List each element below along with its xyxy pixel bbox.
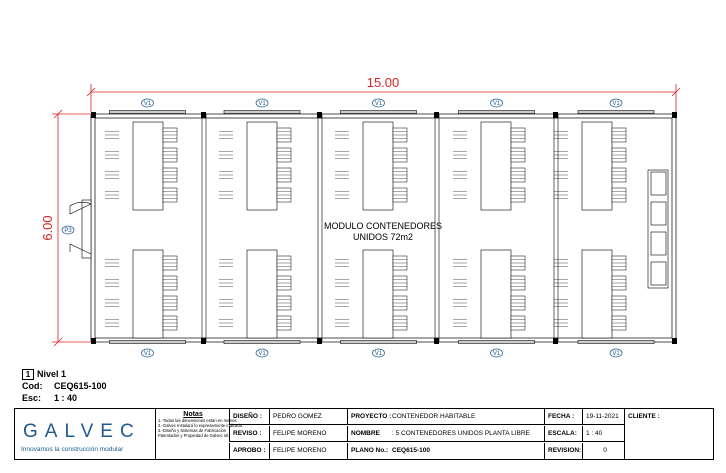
nombre-label: NOMBRE xyxy=(347,426,389,442)
aprobo-label: APROBO : xyxy=(229,443,269,459)
revision-value: 0 xyxy=(582,443,624,459)
revision-label: REVISION: xyxy=(544,443,582,459)
window-tag-label: V1 xyxy=(143,351,152,357)
view-code: CEQ615-100 xyxy=(54,381,107,391)
window-tag-label: V1 xyxy=(374,351,383,357)
column xyxy=(672,338,677,344)
plano-label: PLANO No.: xyxy=(347,443,389,459)
cliente-label: CLIENTE : xyxy=(624,409,713,459)
note-item: 2.-Galvec Instalará lo expresamente indicado. xyxy=(158,423,244,428)
fecha-label: FECHA : xyxy=(544,409,582,425)
view-number: 1 xyxy=(22,369,34,380)
plano-value: CEQ615-100 xyxy=(392,447,430,454)
proyecto-label: PROYECTO : xyxy=(347,409,389,425)
window-tag-label: V1 xyxy=(143,101,152,107)
column xyxy=(201,338,206,344)
door-tag xyxy=(62,226,74,234)
proyecto-value: CONTENEDOR HABITABLE xyxy=(389,409,544,425)
column xyxy=(672,112,677,118)
escala-value: 1 : 40 xyxy=(582,426,624,442)
room-label-line1: MODULO CONTENEDORES xyxy=(323,221,443,231)
aprobo-value: FELIPE MORENO xyxy=(269,443,347,459)
notes-title: Notas xyxy=(183,411,203,418)
window-tag-label: V1 xyxy=(492,351,501,357)
width-dimension-label: 15.00 xyxy=(366,75,400,90)
table xyxy=(133,250,163,338)
height-dimension-label: 6.00 xyxy=(40,215,55,241)
title-block xyxy=(14,408,714,460)
window-tag-label: V1 xyxy=(612,101,620,107)
view-scale: 1 : 40 xyxy=(54,393,78,403)
column xyxy=(317,338,322,344)
reviso-label: REVISO : xyxy=(229,426,269,442)
view-info xyxy=(22,368,107,404)
window-tag-label: V1 xyxy=(612,351,620,357)
logo-wordmark: GALVEC xyxy=(23,421,141,442)
note-item: Patentados y Propiedad de Galvec srl. xyxy=(158,433,230,438)
table xyxy=(481,122,511,210)
note-item: 1.-Todas las dimensiones estan en metros. xyxy=(158,418,238,423)
table xyxy=(363,122,393,210)
column xyxy=(317,112,322,118)
escala-label: ESCALA: xyxy=(544,426,582,442)
table xyxy=(481,250,511,338)
diseno-label: DISEÑO : xyxy=(229,409,269,425)
column xyxy=(201,112,206,118)
view-name: Nivel 1 xyxy=(37,369,67,379)
table xyxy=(582,122,612,210)
company-logo xyxy=(15,409,155,459)
svg-text:P3: P3 xyxy=(64,228,72,234)
code-label: Cod: xyxy=(22,381,43,391)
nombre-value: : 5 CONTENEDORES UNIDOS PLANTA LIBRE xyxy=(389,426,544,442)
window-tag-label: V1 xyxy=(258,351,266,357)
column xyxy=(91,338,96,344)
diseno-value: PEDRO GOMEZ xyxy=(269,409,347,425)
reviso-value: FELIPE MORENO xyxy=(269,426,347,442)
column xyxy=(553,338,558,344)
table xyxy=(247,250,277,338)
column xyxy=(553,112,558,118)
window-tag-label: V1 xyxy=(258,101,266,107)
notes-panel xyxy=(155,409,244,459)
column xyxy=(434,338,439,344)
title-grid xyxy=(229,409,713,459)
table xyxy=(133,122,163,210)
lockers xyxy=(648,170,668,288)
window-tag-label: V1 xyxy=(492,101,501,107)
note-item: 3.-Diseño y Sistemas de Fabricación xyxy=(158,428,227,433)
fecha-value: 19-11-2021 xyxy=(582,409,624,425)
table xyxy=(582,250,612,338)
column xyxy=(91,112,96,118)
window-tag-label: V1 xyxy=(374,101,383,107)
table xyxy=(363,250,393,338)
table xyxy=(247,122,277,210)
column xyxy=(434,112,439,118)
scale-label: Esc: xyxy=(22,393,42,403)
logo-tagline: Innovamos la construcción modular xyxy=(21,446,124,453)
room-label-line2: UNIDOS 72m2 xyxy=(352,232,414,242)
